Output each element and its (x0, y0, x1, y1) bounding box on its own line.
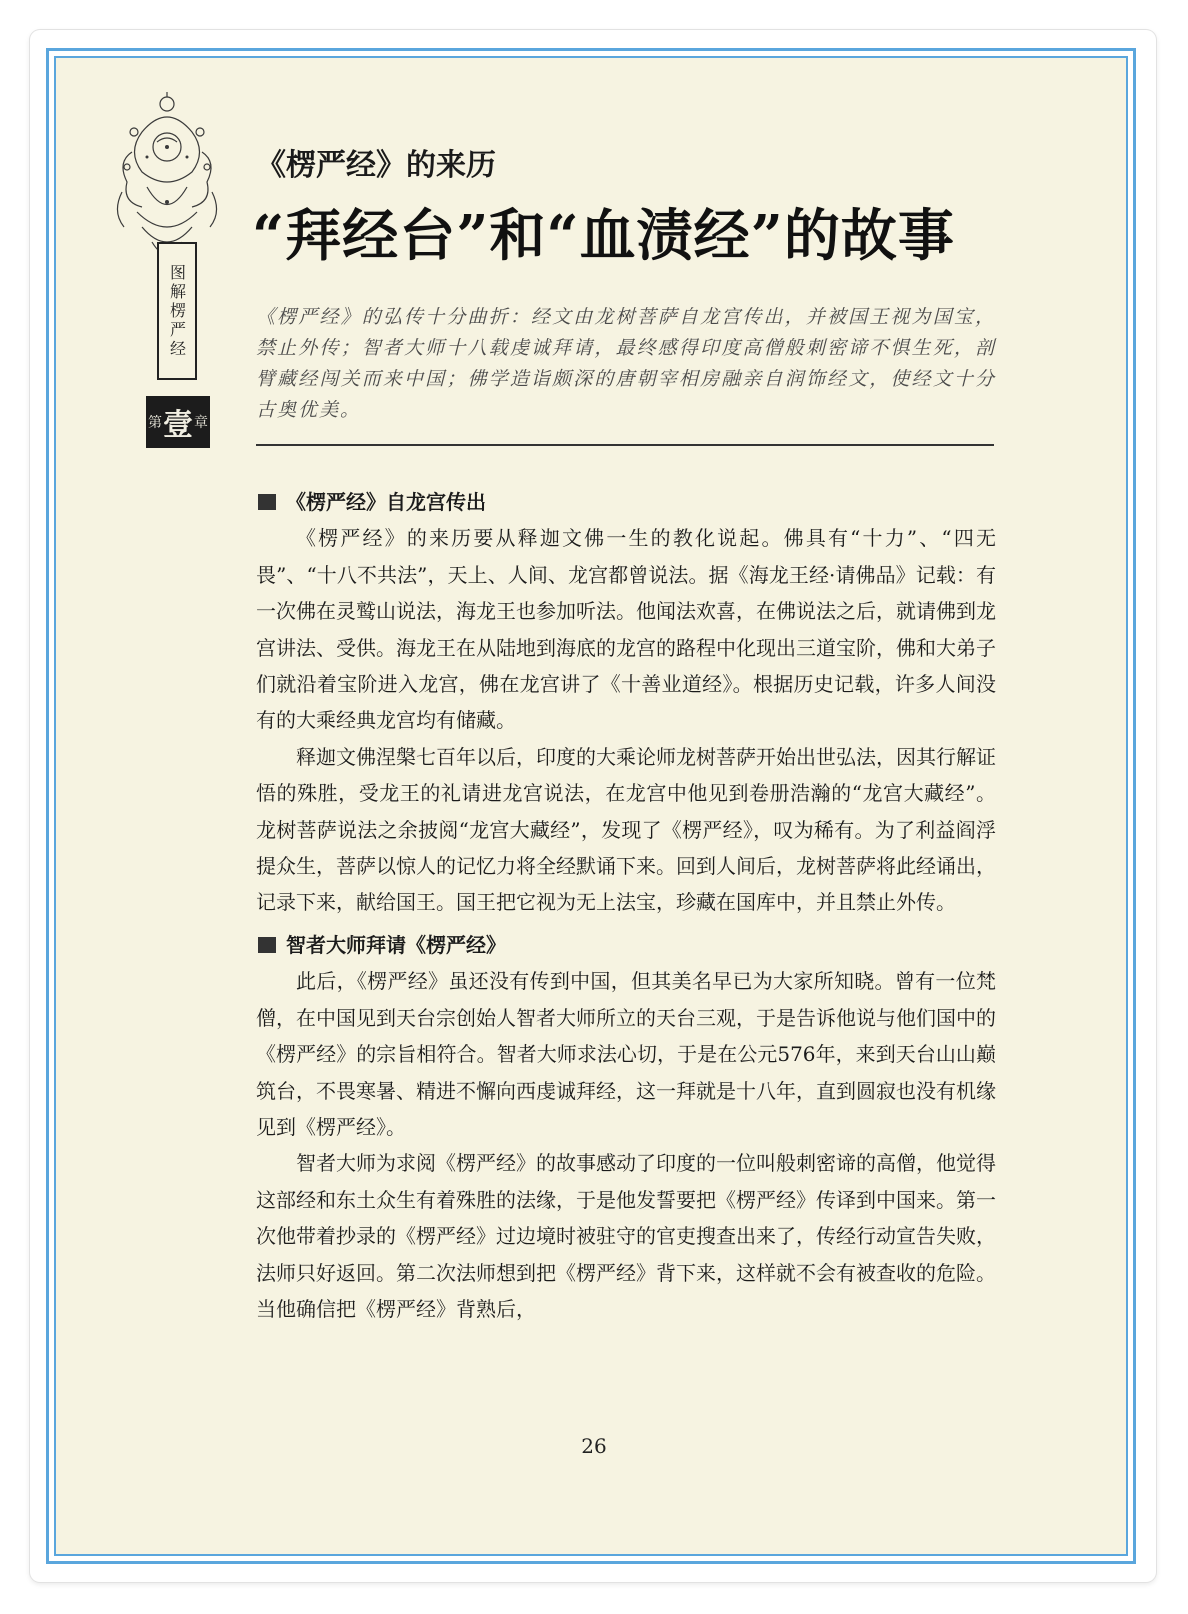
heading-square-icon (258, 494, 276, 510)
paragraph: 释迦文佛涅槃七百年以后，印度的大乘论师龙树菩萨开始出世弘法，因其行解证悟的殊胜，受龙王的礼请进龙宫说法，在龙宫中他见到卷册浩瀚的“龙宫大藏经”。龙树菩萨说法之余披阅“龙宫大藏经”，发现了《楞严经》，叹为稀有。为了利益阎浮提众生，菩萨以惊人的记忆力将全经默诵下来。回到人间后，龙树菩萨将此经诵出，记录下来，献给国王。国王把它视为无上法宝，珍藏在国库中，并且禁止外传。 (256, 744, 996, 915)
intro-summary: 《楞严经》的弘传十分曲折：经文由龙树菩萨自龙宫传出，并被国王视为国宝，禁止外传；智者大师十八载虔诚拜请，最终感得印度高僧般刺密谛不惧生死，剖臂藏经闯关而来中国；佛学造诣颇深的唐朝宰相房融亲自润饰经文，使经文十分古奥优美。 (256, 306, 996, 421)
chapter-suffix: 章 (194, 415, 208, 431)
chapter-badge (146, 396, 210, 448)
page-number: 26 (581, 1434, 607, 1458)
paragraph: 《楞严经》的来历要从释迦文佛一生的教化说起。佛具有“十力”、“四无畏”、“十八不共法”，天上、人间、龙宫都曾说法。据《海龙王经·请佛品》记载：有一次佛在灵鹫山说法，海龙王也参加听法。他闻法欢喜，在佛说法之后，就请佛到龙宫讲法、受供。海龙王在从陆地到海底的龙宫的路程中化现出三道宝阶，佛和大弟子们就沿着宝阶进入龙宫，佛在龙宫讲了《十善业道经》。根据历史记载，许多人间没有的大乘经典龙宫均有储藏。 (256, 526, 996, 733)
section-subtitle: 《楞严经》的来历 (256, 148, 496, 183)
book-title-label (157, 242, 197, 380)
section-heading-text: 《楞严经》自龙宫传出 (286, 490, 486, 514)
paragraph: 此后，《楞严经》虽还没有传到中国，但其美名早已为大家所知晓。曾有一位梵僧，在中国见到天台宗创始人智者大师所立的天台三观，于是告诉他说与他们国中的《楞严经》的宗旨相符合。智者大师求法心切，于是在公元576年，来到天台山山巅筑台，不畏寒暑、精进不懈向西虔诚拜经，这一拜就是十八年，直到圆寂也没有机缘见到《楞严经》。 (256, 969, 996, 1139)
body-text (256, 484, 996, 1327)
divider (256, 444, 994, 446)
section-heading-text: 智者大师拜请《楞严经》 (286, 932, 506, 957)
heading-square-icon (258, 937, 276, 953)
section-heading (256, 927, 996, 963)
chapter-number: 壹 (163, 408, 193, 443)
chapter-prefix: 第 (148, 415, 162, 431)
paragraph: 智者大师为求阅《楞严经》的故事感动了印度的一位叫般刺密谛的高僧，他觉得这部经和东土众生有着殊胜的法缘，于是他发誓要把《楞严经》传译到中国来。第一次他带着抄录的《楞严经》过边境时被驻守的官吏搜查出来了，传经行动宣告失败，法师只好返回。第二次法师想到把《楞严经》背下来，这样就不会有被查收的危险。当他确信把《楞严经》背熟后， (256, 1151, 996, 1321)
section-heading (256, 484, 996, 520)
book-title-text: 图解楞严经 (167, 263, 187, 359)
page-title: “拜经台”和“血渍经”的故事 (252, 203, 955, 269)
